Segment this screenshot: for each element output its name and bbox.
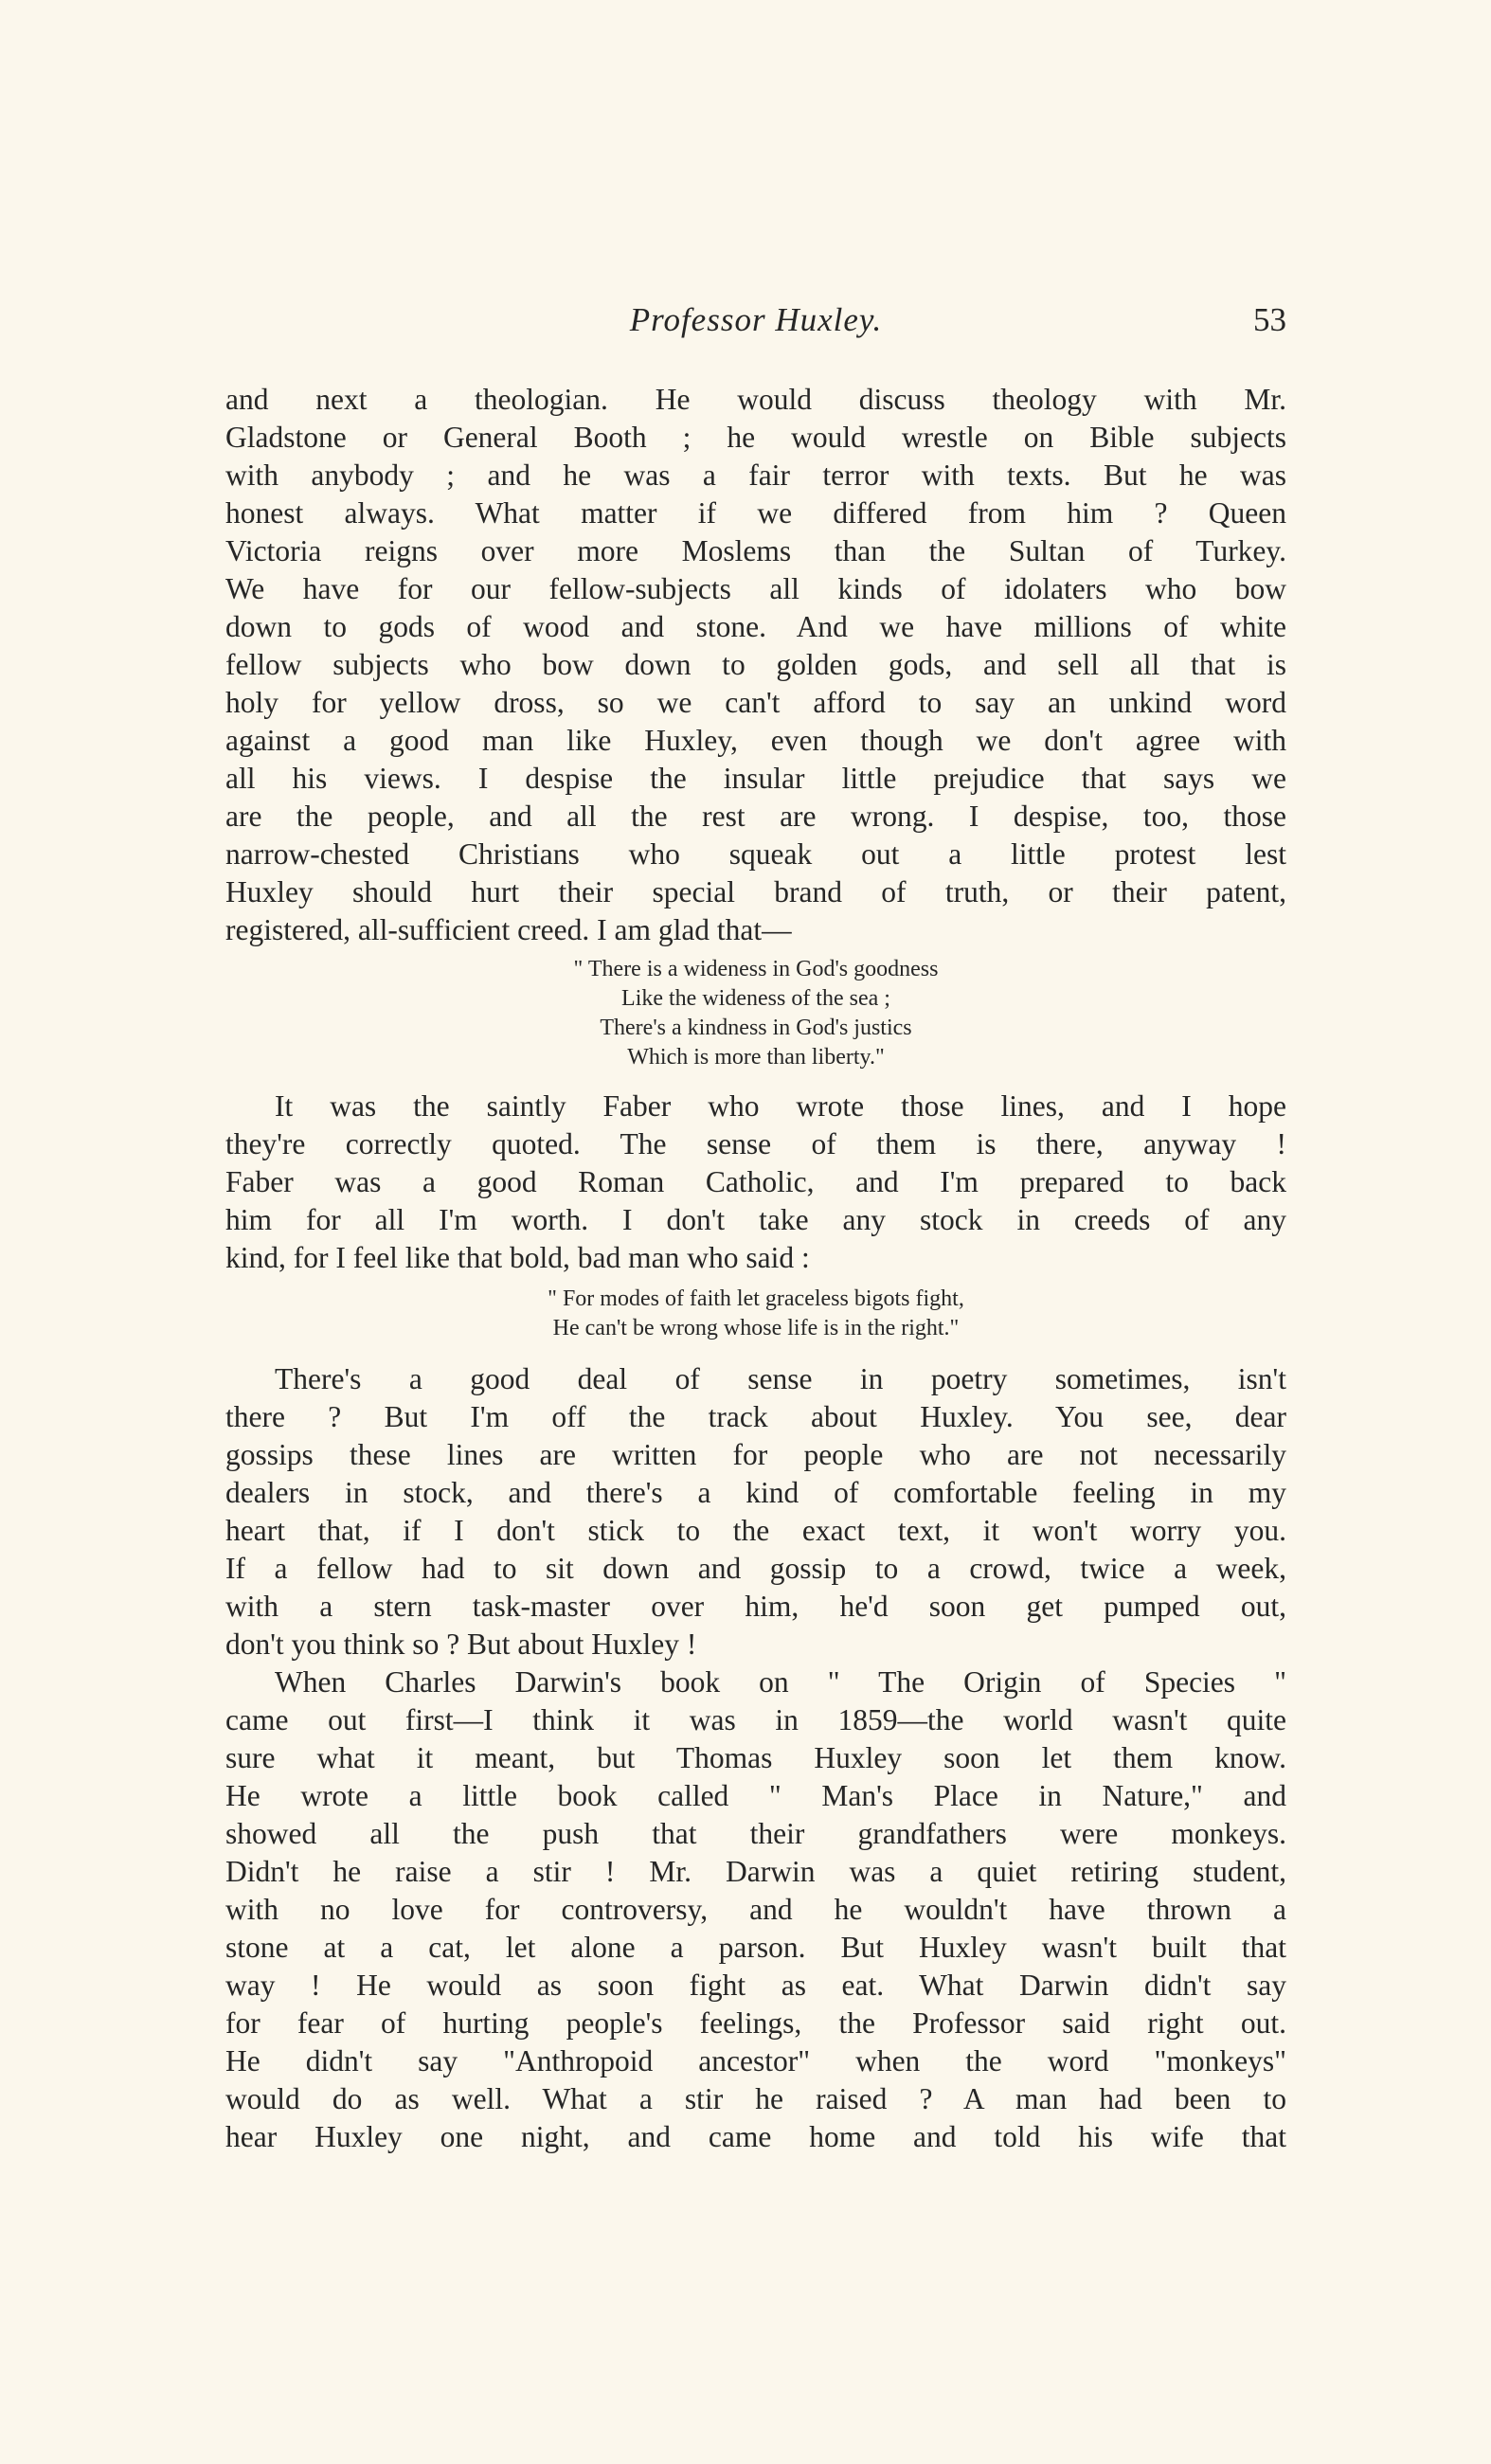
- text-line: dealers in stock, and there's a kind of comfortable feeling in my: [225, 1476, 1286, 1509]
- body-text: [225, 381, 1286, 2156]
- page-number: 53: [1253, 301, 1286, 338]
- text-line: came out first—I think it was in 1859—the world wasn't quite: [225, 1703, 1286, 1736]
- paragraph-2: [225, 1088, 1286, 1277]
- text-line: It was the saintly Faber who wrote those lines, and I hope: [275, 1089, 1286, 1123]
- text-line: We have for our fellow-subjects all kinds of idolaters who bow: [225, 572, 1286, 605]
- text-line: sure what it meant, but Thomas Huxley soon let them know.: [225, 1741, 1286, 1774]
- text-line: There's a good deal of sense in poetry sometimes, isn't: [275, 1362, 1286, 1395]
- text-line: When Charles Darwin's book on " The Origin of Species ": [275, 1665, 1286, 1699]
- verse-line: " For modes of faith let graceless bigots fight,: [548, 1286, 964, 1311]
- text-line: kind, for I feel like that bold, bad man who said :: [225, 1241, 810, 1274]
- text-line: showed all the push that their grandfathers were monkeys.: [225, 1817, 1286, 1850]
- text-line: and next a theologian. He would discuss theology with Mr.: [225, 383, 1286, 416]
- text-line: Huxley should hurt their special brand of truth, or their patent,: [225, 875, 1286, 908]
- verse-line: Like the wideness of the sea ;: [621, 986, 890, 1011]
- text-line: they're correctly quoted. The sense of them is there, anyway !: [225, 1127, 1286, 1160]
- text-line: there ? But I'm off the track about Huxley. You see, dear: [225, 1400, 1286, 1433]
- text-line: with no love for controversy, and he wouldn't have thrown a: [225, 1893, 1286, 1926]
- running-title: Professor Huxley.: [629, 301, 883, 338]
- text-line: hear Huxley one night, and came home and told his wife that: [225, 2120, 1286, 2153]
- text-line: all his views. I despise the insular little prejudice that says we: [225, 762, 1286, 795]
- verse-line: " There is a wideness in God's goodness: [573, 957, 939, 981]
- text-line: holy for yellow dross, so we can't afford to say an unkind word: [225, 686, 1286, 719]
- text-line: would do as well. What a stir he raised ? A man had been to: [225, 2082, 1286, 2115]
- text-line: for fear of hurting people's feelings, the Professor said right out.: [225, 2006, 1286, 2040]
- text-line: He wrote a little book called " Man's Place in Nature," and: [225, 1779, 1286, 1812]
- text-line: are the people, and all the rest are wrong. I despise, too, those: [225, 800, 1286, 833]
- text-line: If a fellow had to sit down and gossip to a crowd, twice a week,: [225, 1552, 1286, 1585]
- text-line: with a stern task-master over him, he'd soon get pumped out,: [225, 1590, 1286, 1623]
- text-line: honest always. What matter if we differed from him ? Queen: [225, 496, 1286, 530]
- quoted-verse-1: [225, 955, 1286, 1072]
- text-line: don't you think so ? But about Huxley !: [225, 1628, 697, 1661]
- text-line: registered, all-sufficient creed. I am glad that—: [225, 913, 792, 946]
- text-line: stone at a cat, let alone a parson. But Huxley wasn't built that: [225, 1931, 1286, 1964]
- paragraph-3: [225, 1360, 1286, 1664]
- text-line: fellow subjects who bow down to golden gods, and sell all that is: [225, 648, 1286, 681]
- text-line: gossips these lines are written for people who are not necessarily: [225, 1438, 1286, 1471]
- verse-line: Which is more than liberty.": [627, 1045, 885, 1070]
- text-line: Didn't he raise a stir ! Mr. Darwin was a quiet retiring student,: [225, 1855, 1286, 1888]
- verse-line: There's a kindness in God's justics: [600, 1016, 912, 1040]
- text-line: him for all I'm worth. I don't take any stock in creeds of any: [225, 1203, 1286, 1236]
- text-line: Faber was a good Roman Catholic, and I'm prepared to back: [225, 1165, 1286, 1198]
- paragraph-1: [225, 381, 1286, 949]
- paragraph-4: [225, 1664, 1286, 2156]
- verse-line: He can't be wrong whose life is in the right.": [552, 1316, 960, 1340]
- quoted-verse-2: [225, 1285, 1286, 1343]
- text-line: way ! He would as soon fight as eat. What Darwin didn't say: [225, 1969, 1286, 2002]
- text-line: He didn't say "Anthropoid ancestor" when the word "monkeys": [225, 2044, 1286, 2077]
- text-line: with anybody ; and he was a fair terror with texts. But he was: [225, 459, 1286, 492]
- text-line: narrow-chested Christians who squeak out a little protest lest: [225, 837, 1286, 871]
- text-line: Gladstone or General Booth ; he would wrestle on Bible subjects: [225, 421, 1286, 454]
- page-header: [225, 301, 1286, 358]
- text-line: Victoria reigns over more Moslems than the Sultan of Turkey.: [225, 534, 1286, 567]
- text-line: heart that, if I don't stick to the exact text, it won't worry you.: [225, 1514, 1286, 1547]
- text-line: down to gods of wood and stone. And we have millions of white: [225, 610, 1286, 643]
- text-line: against a good man like Huxley, even though we don't agree with: [225, 724, 1286, 757]
